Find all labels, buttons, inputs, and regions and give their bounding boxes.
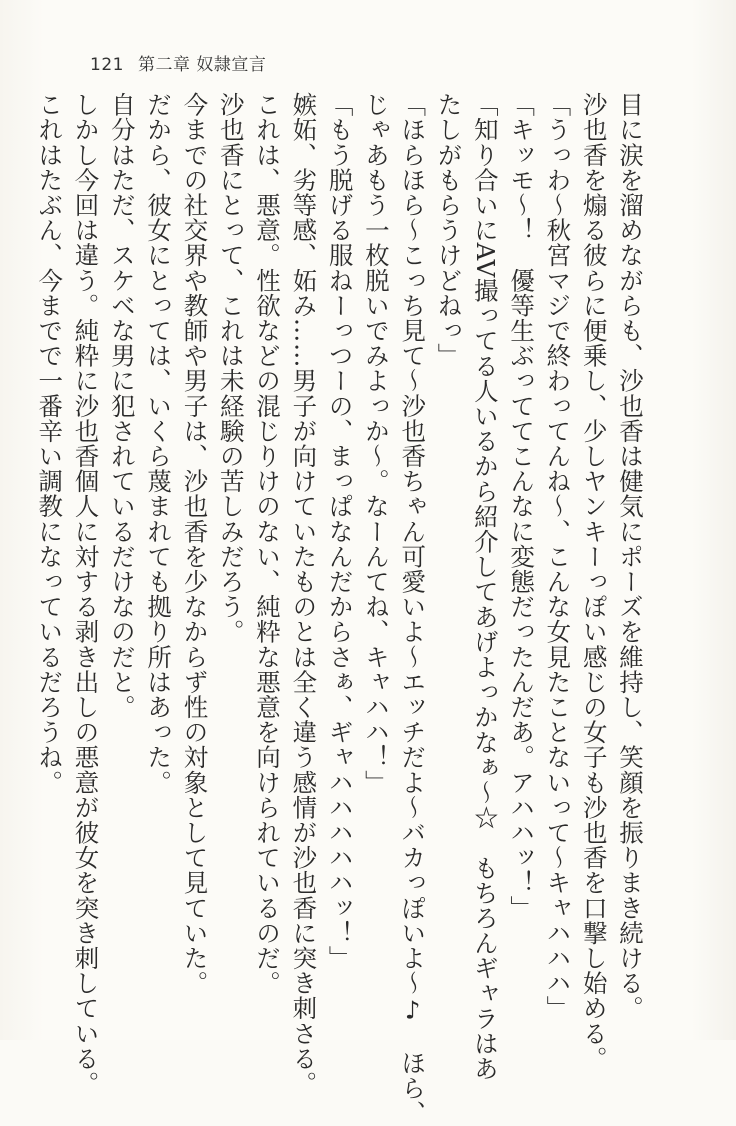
text-column: 「キッモ〜！ 優等生ぶっててこんなに変態だったんだあ。アハハッ！」: [507, 92, 537, 921]
text-column: たしがもらうけどねっ」: [434, 92, 464, 369]
text-column: 「ほらほら〜こっち見て〜沙也香ちゃん可愛いよ〜エッチだよ〜バカっぽいよ〜♪ ほら、: [398, 92, 428, 1126]
text-column: 目に涙を溜めながらも、沙也香は健気にポーズを維持し、笑顔を振りまき続ける。: [616, 92, 645, 1021]
text-column: これはたぶん、今までで一番辛い調教になっているだろうね。: [35, 92, 65, 795]
text-column: 今までの社交界や教師や男子は、沙也香を少なからず性の対象として見ていた。: [180, 92, 210, 996]
text-column: 沙也香にとって、これは未経験の苦しみだろう。: [216, 92, 246, 645]
text-column: だから、彼女にとっては、いくら蔑まれても拠り所はあった。: [144, 92, 174, 795]
text-column: 自分はただ、スケベな男に犯されているだけなのだと。: [107, 92, 137, 720]
vertical-text-body: [31, 92, 648, 1126]
chapter-title: 第二章 奴隷宣言: [137, 55, 267, 75]
text-column: しかし今回は違う。純粋に沙也香個人に対する剥き出しの悪意が彼女を突き刺している。: [71, 92, 101, 1096]
text-column: 沙也香を煽る彼らに便乗し、少しヤンキーっぽい感じの女子も沙也香を口撃し始める。: [579, 92, 609, 1071]
text-column: 「もう脱げる服ねーっつーの、まっぱなんだからさぁ、ギャハハハハハッ！」: [325, 92, 355, 971]
running-head: [90, 50, 266, 75]
text-column: 「うっわ〜秋宮マジで終わってんね〜、こんな女見たことないって〜キャハハハ」: [543, 92, 573, 1021]
text-column: これは、悪意。性欲などの混じりけのない、純粋な悪意を向けられているのだ。: [253, 92, 283, 996]
page-number: 121: [90, 55, 124, 75]
text-column: 「知り合いにAV撮ってる人いるから紹介してあげよっかなぁ〜☆ もちろんギャラはあ: [470, 92, 500, 1082]
text-column: じゃあもう一枚脱いでみよっか〜。なーんてね、キャハハ！」: [361, 92, 391, 795]
text-column: 嫉妬、劣等感、妬み……男子が向けていたものとは全く違う感情が沙也香に突き刺さる。: [289, 92, 319, 1096]
